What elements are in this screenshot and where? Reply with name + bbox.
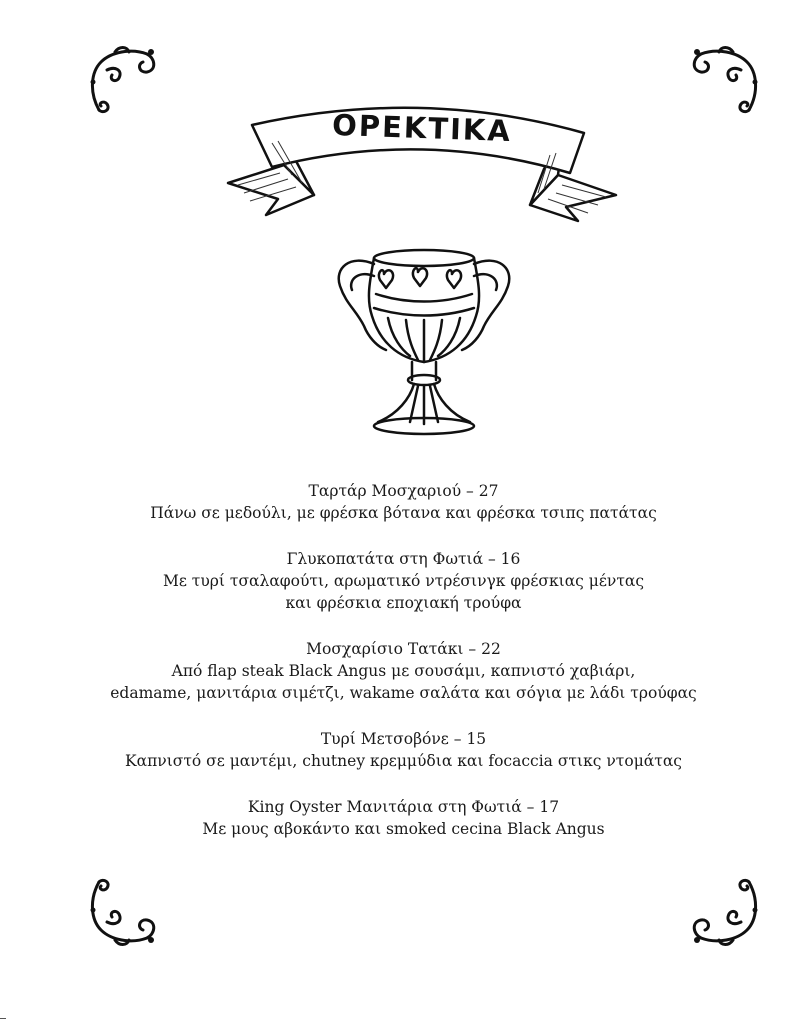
- corner-flourish-top-left: [85, 40, 165, 120]
- menu-item: [0, 728, 807, 772]
- menu-item: [0, 548, 807, 614]
- corner-flourish-bottom-right: [683, 872, 763, 952]
- menu-item-description: Με τυρί τσαλαφούτι, αρωματικό ντρέσινγκ φρέσκιας μέντας και φρέσκια εποχιακή τρούφα: [162, 572, 645, 612]
- menu-item-title: Τυρί Μετσοβόνε – 15: [320, 730, 487, 748]
- menu-item-description: Με μους αβοκάντο και smoked cecina Black Angus: [202, 820, 605, 838]
- chalice-icon: [326, 246, 522, 438]
- flourish-icon: [683, 872, 763, 952]
- menu-item-title: Μοσχαρίσιο Τατάκι – 22: [306, 640, 501, 658]
- menu-list: [0, 480, 807, 864]
- flourish-icon: [85, 40, 165, 120]
- menu-item-description: Από flap steak Black Angus με σουσάμι, καπνιστό χαβιάρι, edamame, μανιτάρια σιμέτζι, wakame σαλάτα και σόγια με λάδι τρούφας: [110, 662, 697, 702]
- page-title: ΟΡΕΚΤΙΚΑ: [331, 107, 513, 149]
- menu-item-title: Γλυκοπατάτα στη Φωτιά – 16: [286, 550, 521, 568]
- menu-item: [0, 638, 807, 704]
- menu-item-title: Ταρτάρ Μοσχαριού – 27: [308, 482, 499, 500]
- title-banner: [222, 95, 622, 245]
- flourish-icon: [85, 872, 165, 952]
- chalice-illustration: [326, 246, 522, 438]
- menu-item: [0, 796, 807, 840]
- corner-flourish-bottom-left: [85, 872, 165, 952]
- edge-mark: [0, 1018, 6, 1019]
- menu-item-description: Πάνω σε μεδούλι, με φρέσκα βότανα και φρέσκα τσιπς πατάτας: [150, 504, 657, 522]
- menu-item: [0, 480, 807, 524]
- menu-item-description: Καπνιστό σε μαντέμι, chutney κρεμμύδια και focaccia στικς ντομάτας: [125, 752, 682, 770]
- menu-item-title: King Oyster Μανιτάρια στη Φωτιά – 17: [247, 798, 560, 816]
- corner-flourish-top-right: [683, 40, 763, 120]
- flourish-icon: [683, 40, 763, 120]
